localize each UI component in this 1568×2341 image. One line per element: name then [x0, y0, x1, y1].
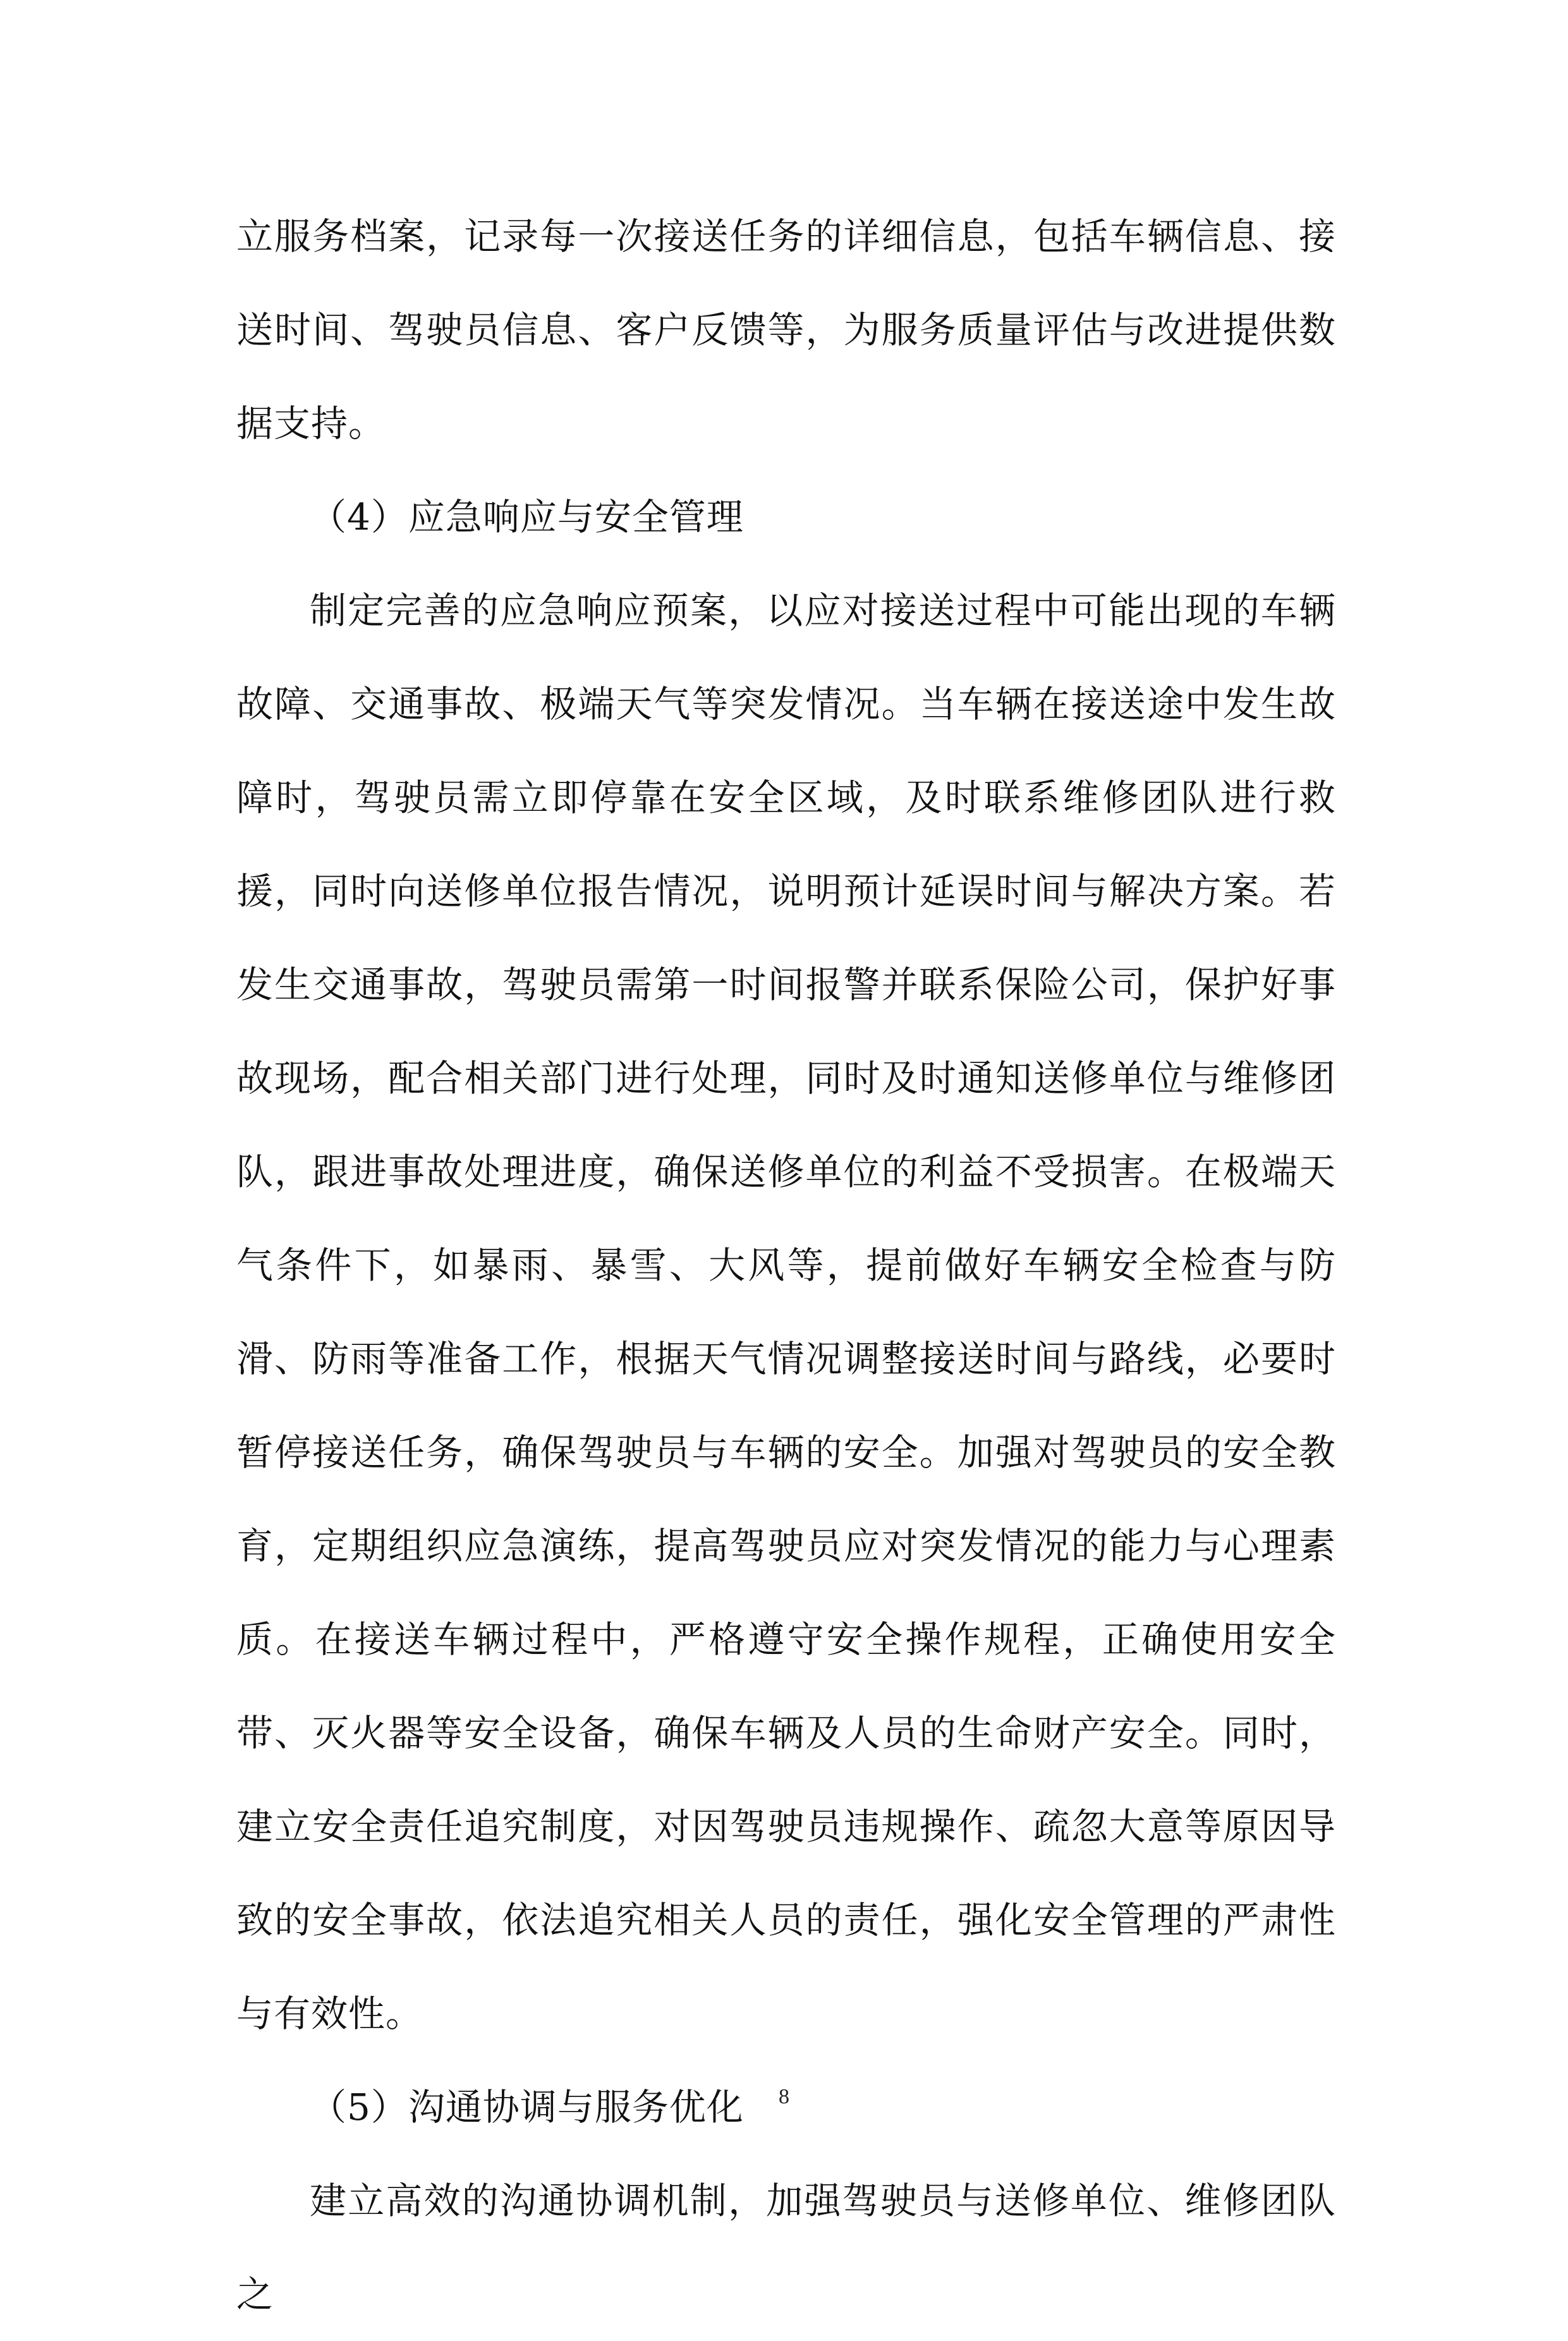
section-heading-4: （4）应急响应与安全管理: [310, 496, 744, 538]
page-number: 8: [779, 2085, 789, 2108]
section-heading-5: （5）沟通协调与服务优化: [310, 2086, 744, 2129]
body-text: [236, 190, 1336, 2341]
paragraph-communication: 建立高效的沟通协调机制，加强驾驶员与送修单位、维修团队之: [236, 2179, 1336, 2316]
paragraph-emergency-response: 制定完善的应急响应预案，以应对接送过程中可能出现的车辆故障、交通事故、极端天气等突发情况。当车辆在接送途中发生故障时，驾驶员需立即停靠在安全区域，及时联系维修团队进行救援，同时向送修单位报告情况，说明预计延误时间与解决方案。若发生交通事故，驾驶员需第一时间报警并联系保险公司，保护好事故现场，配合相关部门进行处理，同时及时通知送修单位与维修团队，跟进事故处理进度，确保送修单位的利益不受损害。在极端天气条件下，如暴雨、暴雪、大风等，提前做好车辆安全检查与防滑、防雨等准备工作，根据天气情况调整接送时间与路线，必要时暂停接送任务，确保驾驶员与车辆的安全。加强对驾驶员的安全教育，定期组织应急演练，提高驾驶员应对突发情况的能力与心理素质。在接送车辆过程中，严格遵守安全操作规程，正确使用安全带、灭火器等安全设备，确保车辆及人员的生命财产安全。同时，建立安全责任追究制度，对因驾驶员违规操作、疏忽大意等原因导致的安全事故，依法追究相关人员的责任，强化安全管理的严肃性与有效性。: [236, 589, 1336, 2035]
paragraph-continuation: 立服务档案，记录每一次接送任务的详细信息，包括车辆信息、接送时间、驾驶员信息、客户反馈等，为服务质量评估与改进提供数据支持。: [236, 215, 1336, 445]
